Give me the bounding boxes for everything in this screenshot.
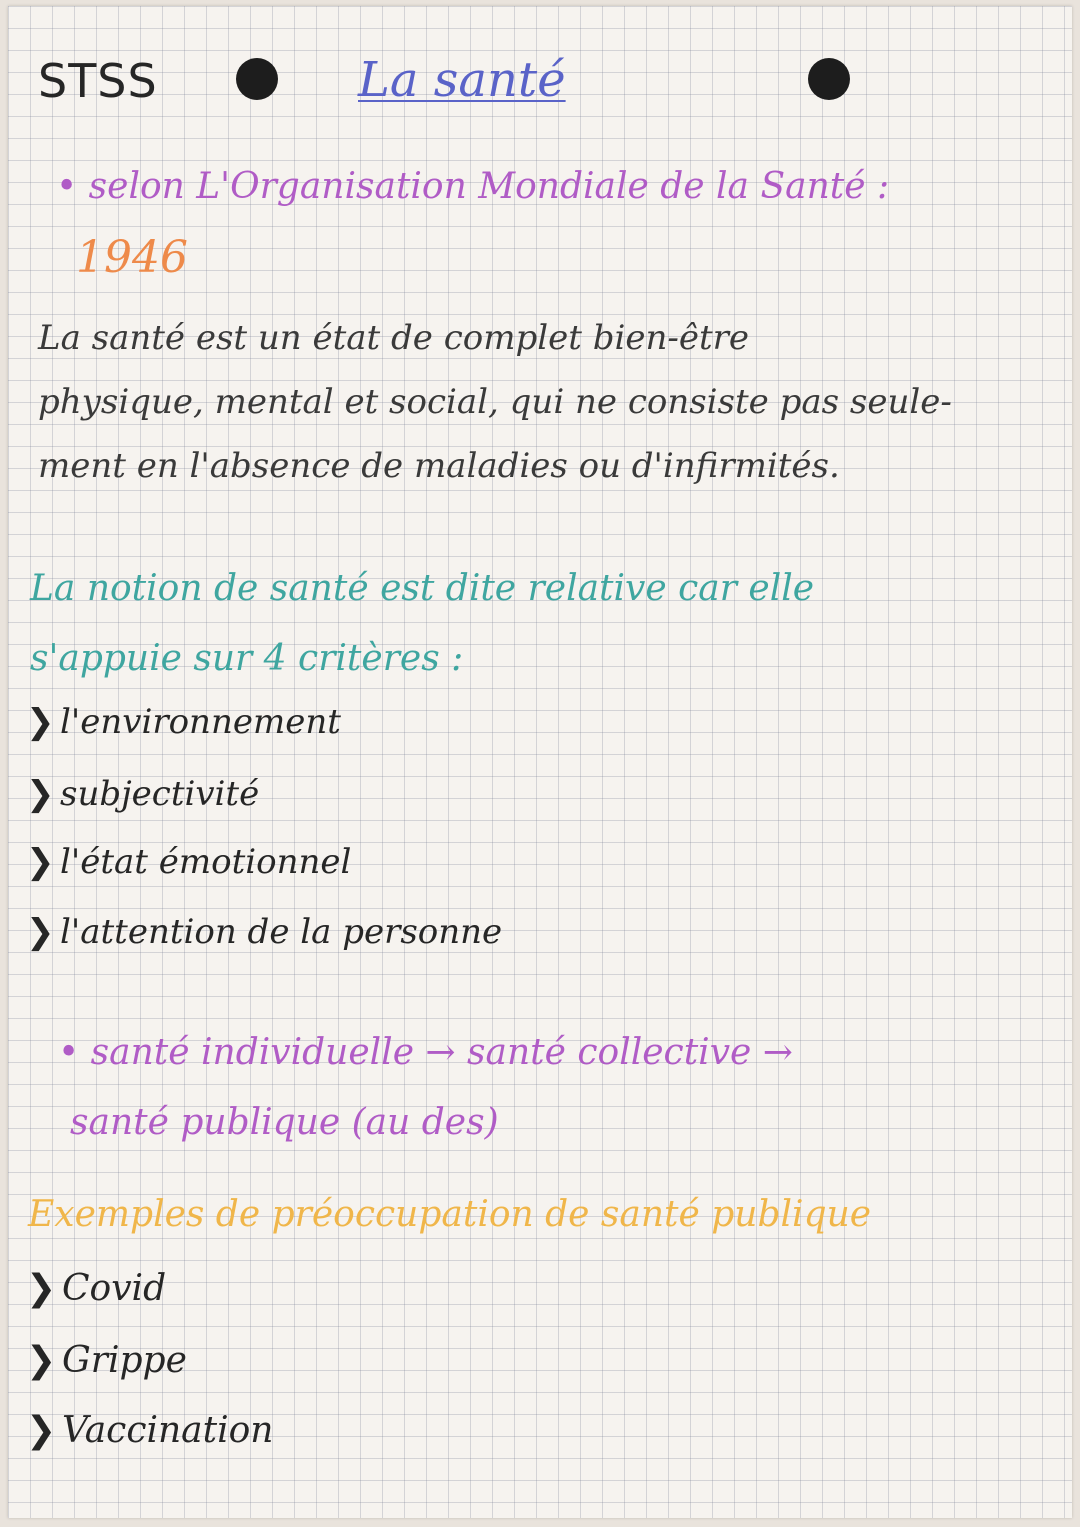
criteria-label: l'attention de la personne (60, 912, 503, 952)
definition-line: La santé est un état de complet bien-être (38, 318, 750, 358)
relative-notion-text (30, 554, 814, 694)
who-heading: • selon L'Organisation Mondiale de la Santé : (56, 166, 890, 207)
chevron-right-icon: ❯ (26, 912, 55, 952)
chevron-right-icon: ❯ (26, 1268, 57, 1309)
binder-hole-right (808, 58, 850, 100)
example-item (26, 1410, 273, 1451)
example-label: Covid (62, 1268, 167, 1309)
definition-line: ment en l'absence de maladies ou d'infirmités. (38, 446, 840, 486)
chevron-right-icon: ❯ (26, 1410, 57, 1451)
who-definition-text (38, 306, 1038, 498)
page-title: La santé (358, 52, 566, 108)
criteria-label: l'environnement (60, 702, 341, 742)
example-label: Vaccination (62, 1410, 274, 1451)
chevron-right-icon: ❯ (26, 774, 55, 814)
criteria-item (26, 912, 502, 952)
health-levels-text (58, 1018, 793, 1158)
example-label: Grippe (62, 1340, 187, 1381)
notion-line: La notion de santé est dite relative car elle (30, 568, 815, 609)
public-health-heading: Exemples de préoccupation de santé publique (28, 1194, 872, 1235)
binder-hole-left (236, 58, 278, 100)
criteria-label: subjectivité (60, 774, 260, 814)
example-item (26, 1340, 187, 1381)
notion-line: s'appuie sur 4 critères : (30, 638, 464, 679)
subject-label: STSS (38, 54, 158, 108)
example-item (26, 1268, 166, 1309)
definition-line: physique, mental et social, qui ne consiste pas seule- (38, 382, 952, 422)
notebook-page (8, 6, 1072, 1518)
chevron-right-icon: ❯ (26, 1340, 57, 1381)
criteria-label: l'état émotionnel (60, 842, 352, 882)
levels-line: • santé individuelle → santé collective → (58, 1032, 793, 1073)
criteria-item (26, 842, 351, 882)
criteria-item (26, 702, 341, 742)
criteria-item (26, 774, 259, 814)
year-label: 1946 (76, 232, 188, 283)
chevron-right-icon: ❯ (26, 702, 55, 742)
levels-line: santé publique (au des) (70, 1102, 499, 1143)
chevron-right-icon: ❯ (26, 842, 55, 882)
